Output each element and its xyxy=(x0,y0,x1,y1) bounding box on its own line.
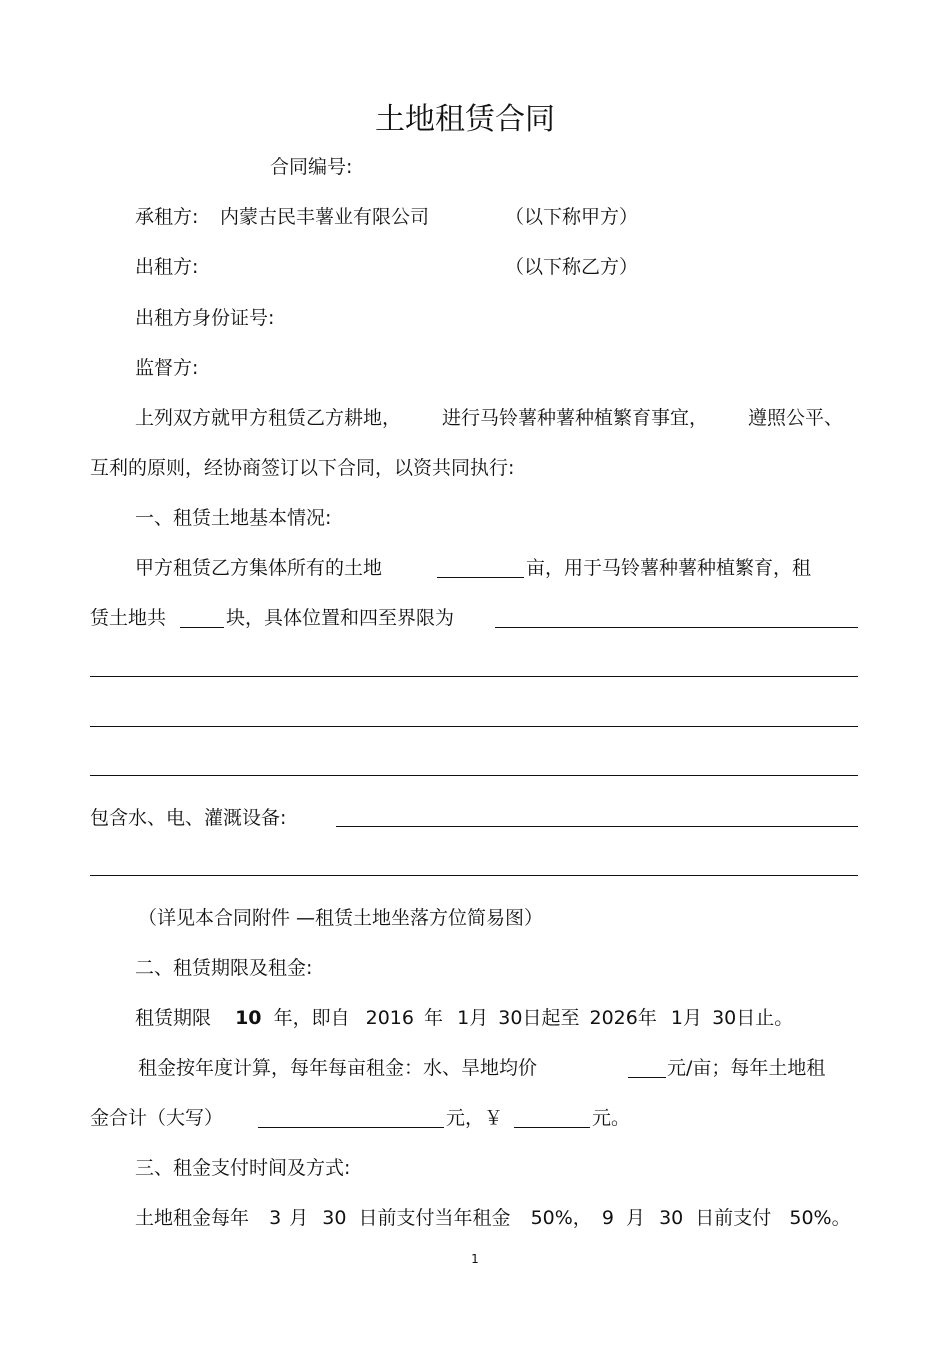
intro-text-part2: 进行马铃薯种薯种植繁育事宜， xyxy=(442,407,709,429)
boundary-blank-line xyxy=(90,726,858,727)
boundary-text: 块，具体位置和四至界限为 xyxy=(226,607,455,629)
payment-percent-2: 50 xyxy=(789,1207,814,1229)
lease-term-text: 月 xyxy=(683,1007,703,1029)
rent-total-label: 金合计（大写） xyxy=(90,1107,224,1129)
lessor-alias: （以下称乙方） xyxy=(505,256,639,278)
rent-total-yuan-label: 元，￥ xyxy=(446,1107,504,1129)
utilities-blank xyxy=(336,826,858,827)
lease-term-prefix: 租赁期限 xyxy=(135,1007,212,1029)
boundary-blank xyxy=(495,627,858,628)
rent-price-text: 租金按年度计算，每年每亩租金：水、旱地均价 xyxy=(138,1057,538,1079)
end-year: 2026 xyxy=(589,1007,638,1029)
end-month: 1 xyxy=(670,1007,684,1029)
start-day: 30 xyxy=(498,1007,523,1029)
lease-term-text: 日止。 xyxy=(736,1007,794,1029)
land-area-text: 甲方租赁乙方集体所有的土地 xyxy=(135,557,383,579)
intro-text-part3: 遵照公平、 xyxy=(748,407,844,429)
rent-total-yuan-end: 元。 xyxy=(592,1107,631,1129)
supervisor-label: 监督方: xyxy=(135,357,199,379)
lessor-id-label: 出租方身份证号: xyxy=(135,307,275,329)
intro-text-part1: 上列双方就甲方租赁乙方耕地， xyxy=(135,407,402,429)
payment-day-2: 30 xyxy=(659,1207,684,1229)
lease-term-line xyxy=(135,1005,793,1031)
payment-text: 日前支付 xyxy=(695,1207,772,1229)
plot-count-blank xyxy=(180,627,224,628)
document-title: 土地租赁合同 xyxy=(375,102,555,137)
contract-number-label: 合同编号: xyxy=(270,156,353,178)
section1-heading: 一、租赁土地基本情况: xyxy=(135,507,332,529)
payment-text: 月 xyxy=(289,1207,309,1229)
lease-term-text: 年 xyxy=(424,1007,444,1029)
lease-term-text: 日起至 xyxy=(522,1007,580,1029)
section3-heading: 三、租金支付时间及方式: xyxy=(135,1157,351,1179)
lessor-label: 出租方: xyxy=(135,256,199,278)
payment-day-1: 30 xyxy=(322,1207,347,1229)
payment-text: %， xyxy=(554,1207,592,1229)
land-area-blank xyxy=(437,577,524,578)
land-area-text-cont: 亩，用于马铃薯种薯种植繁育，租 xyxy=(526,557,812,579)
rent-total-words-blank xyxy=(258,1127,444,1128)
payment-month-1: 3 xyxy=(269,1207,282,1229)
plot-count-text: 赁土地共 xyxy=(90,607,167,629)
attachment-note: （详见本合同附件 —租赁土地坐落方位简易图） xyxy=(138,907,544,929)
rent-price-text-cont: 元/亩；每年土地租 xyxy=(667,1057,826,1079)
payment-schedule-line xyxy=(135,1205,851,1231)
page-number: 1 xyxy=(471,1252,479,1266)
lease-term-text: 月 xyxy=(469,1007,489,1029)
rent-price-blank xyxy=(628,1077,666,1078)
intro-text-line2: 互利的原则，经协商签订以下合同，以资共同执行: xyxy=(90,457,515,479)
boundary-blank-line xyxy=(90,775,858,776)
lessee-label: 承租方: xyxy=(135,206,199,228)
rent-total-amount-blank xyxy=(514,1127,590,1128)
utilities-label: 包含水、电、灌溉设备: xyxy=(90,807,287,829)
payment-text: 土地租金每年 xyxy=(135,1207,250,1229)
payment-percent-1: 50 xyxy=(530,1207,555,1229)
lessee-alias: （以下称甲方） xyxy=(505,206,639,228)
end-day: 30 xyxy=(712,1007,737,1029)
payment-text: 日前支付当年租金 xyxy=(358,1207,511,1229)
payment-month-2: 9 xyxy=(601,1207,614,1229)
payment-text: 月 xyxy=(626,1207,646,1229)
start-year: 2016 xyxy=(365,1007,414,1029)
lease-term-text: 年，即自 xyxy=(273,1007,350,1029)
boundary-blank-line xyxy=(90,676,858,677)
lease-term-text: 年 xyxy=(637,1007,657,1029)
start-month: 1 xyxy=(457,1007,470,1029)
utilities-blank-line xyxy=(90,875,858,876)
lease-term-years: 10 xyxy=(235,1007,262,1029)
section2-heading: 二、租赁期限及租金: xyxy=(135,957,313,979)
payment-text: %。 xyxy=(813,1207,851,1229)
lessee-name: 内蒙古民丰薯业有限公司 xyxy=(220,206,430,228)
